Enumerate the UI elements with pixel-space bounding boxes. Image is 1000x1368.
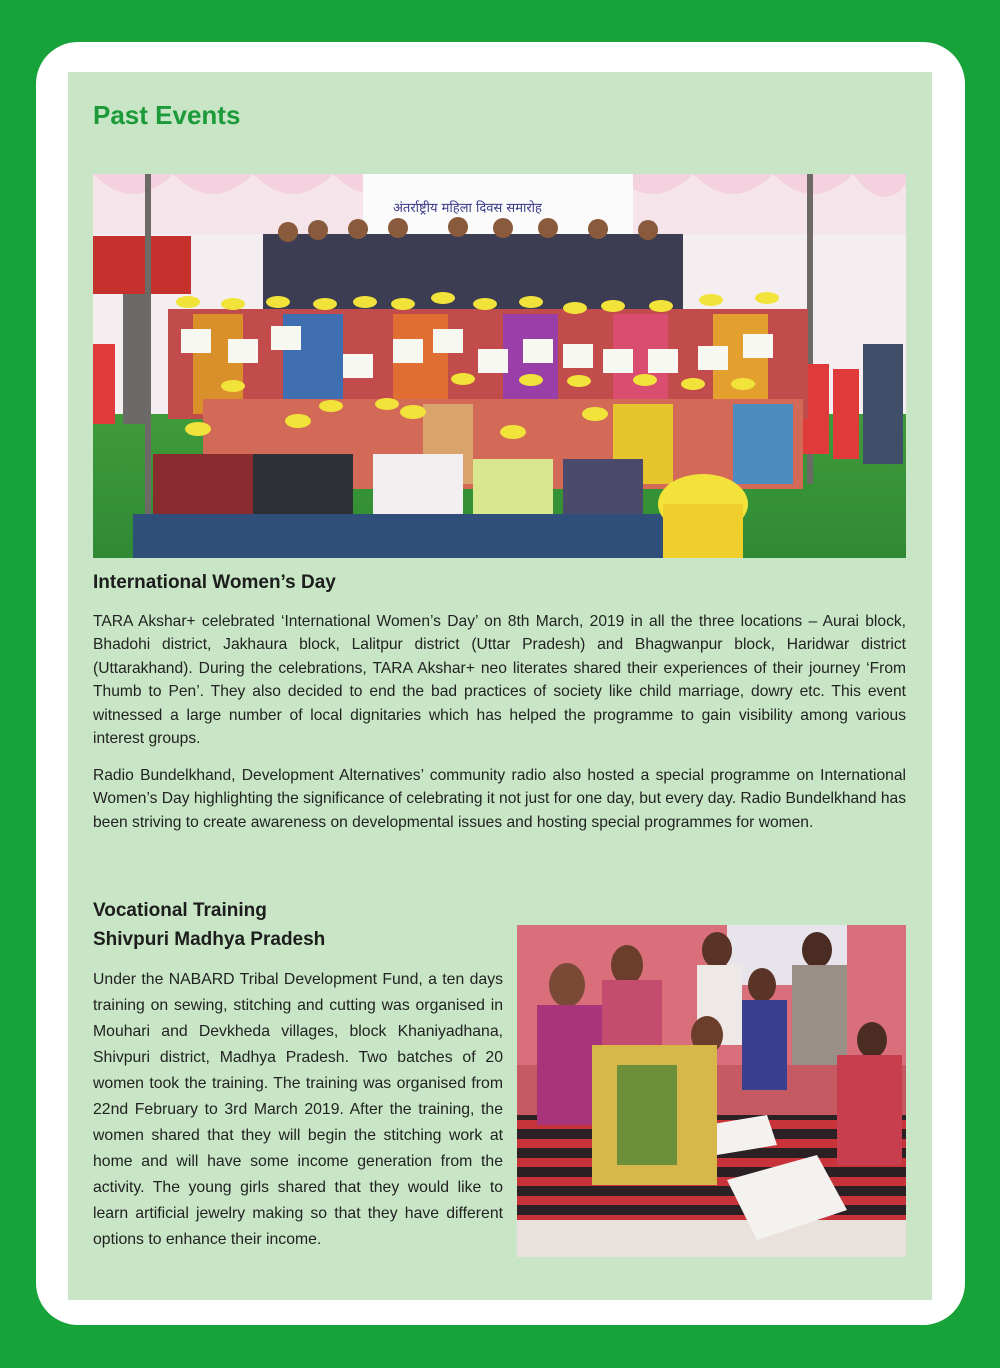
womens-day-paragraph-1: TARA Akshar+ celebrated ‘International Women’s Day’ on 8th March, 2019 in all the three locations – Aurai block, Bhadohi district, Jakhaura block, Lalitpur district (Uttar Pradesh) and Bhagwanpur block, Haridwar district (Uttarakhand). During the celebrations, TARA Akshar+ neo literates shared their experiences of their journey ‘From Thumb to Pen’. They also decided to end the bad practices of society like child marriage, dowry etc. This event witnessed a large number of local dignitaries which has helped the programme to gain visibility among various interest groups.	[93, 613, 906, 748]
vocational-heading-line-1: Vocational Training	[93, 900, 267, 921]
vocational-training-photo	[517, 925, 906, 1257]
vocational-heading-line-2: Shivpuri Madhya Pradesh	[93, 929, 326, 950]
banner-text: अंतर्राष्ट्रीय महिला दिवस समारोह	[393, 201, 542, 216]
vocational-paragraph: Under the NABARD Tribal Development Fund, a ten days training on sewing, stitching and cutting was organised in Mouhari and Devkheda villages, block Khaniyadhana, Shivpuri district, Madhya Pradesh. Two batches of 20 women took the training. The training was organised from 22nd February to 3rd March 2019. After the training, the women shared that they will begin the stitching work at home and will have some income generation from the activity. The young girls shared that they would like to learn artificial jewelry making so that they have different options to enhance their income.	[93, 971, 503, 1248]
womens-day-group-photo	[93, 174, 906, 558]
womens-day-paragraph-2: Radio Bundelkhand, Development Alternatives’ community radio also hosted a special programme on International Women’s Day highlighting the significance of celebrating it not just for one day, but every day. Radio Bundelkhand has been striving to create awareness on developmental issues and hosting special programmes for women.	[93, 767, 906, 831]
womens-day-heading: International Women’s Day	[93, 572, 336, 593]
section-title: Past Events	[93, 100, 241, 130]
